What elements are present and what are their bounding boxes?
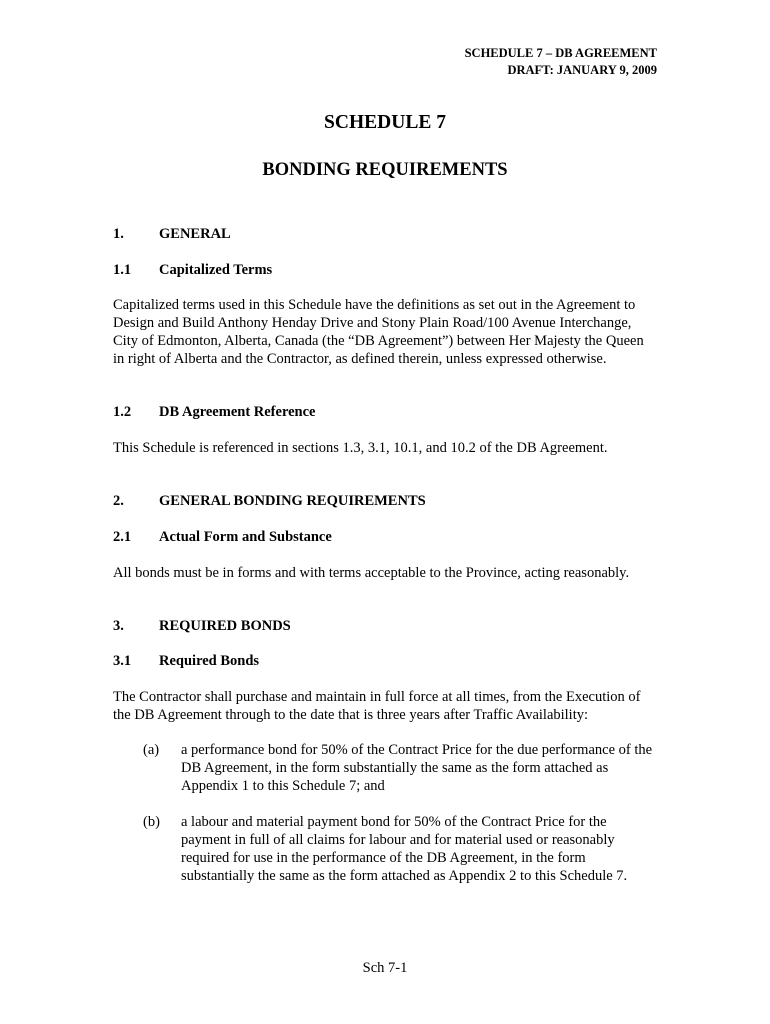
section-label: REQUIRED BONDS: [159, 618, 291, 634]
list-marker: (a): [143, 742, 160, 758]
section-number: 3.1: [113, 653, 132, 669]
section-1-2-paragraph: This Schedule is referenced in sections 1.3, 3.1, 10.1, and 10.2 of the DB Agreement.: [113, 440, 608, 456]
section-1-1-paragraph: Capitalized terms used in this Schedule have the definitions as set out in the Agreement to Design and Build Anthony Henday Drive and Stony Plain Road/100 Avenue Interchange, City of Edmonton, Alberta, Canada (the “DB Agreement”) between Her Majesty the Queen in right of Alberta and the Contractor, as defined therein, unless expressed otherwise.: [113, 297, 644, 367]
section-number: 3.: [113, 618, 124, 634]
section-label: DB Agreement Reference: [159, 404, 316, 420]
page-number: Sch 7-1: [362, 960, 408, 976]
section-label: Required Bonds: [159, 653, 260, 669]
header-line-2: DRAFT: JANUARY 9, 2009: [507, 63, 657, 77]
document-subtitle: BONDING REQUIREMENTS: [262, 160, 508, 180]
section-1-heading: [113, 226, 231, 243]
list-marker: (b): [143, 814, 160, 830]
section-label: Actual Form and Substance: [159, 529, 332, 545]
section-number: 2.: [113, 493, 124, 509]
list-item-text: a performance bond for 50% of the Contract Price for the due performance of the DB Agreement, in the form substantially the same as the form attached as Appendix 1 to this Schedule 7; and: [181, 742, 653, 794]
section-3-1-heading: [113, 653, 259, 670]
running-header: [465, 45, 657, 79]
section-3-heading: [113, 618, 291, 635]
section-1-1-heading: [113, 262, 272, 279]
header-line-1: SCHEDULE 7 – DB AGREEMENT: [464, 46, 657, 60]
section-label: GENERAL: [159, 226, 231, 242]
section-3-1-paragraph: The Contractor shall purchase and maintain in full force at all times, from the Execution of the DB Agreement through to the date that is three years after Traffic Availability:: [113, 689, 641, 723]
document-title: SCHEDULE 7: [324, 112, 446, 133]
section-number: 1.: [113, 226, 124, 242]
section-number: 2.1: [113, 529, 132, 545]
section-2-1-heading: [113, 529, 332, 546]
section-2-heading: [113, 493, 426, 510]
section-1-2-heading: [113, 404, 315, 421]
list-item-text: a labour and material payment bond for 50% of the Contract Price for the payment in full of all claims for labour and for material used or reasonably required for use in the performance of the DB Agreement, in the form substantially the same as the form attached as Appendix 2 to this Schedule 7.: [181, 814, 628, 884]
section-label: Capitalized Terms: [159, 262, 273, 278]
section-number: 1.1: [113, 262, 132, 278]
section-label: GENERAL BONDING REQUIREMENTS: [159, 493, 426, 509]
section-2-1-paragraph: All bonds must be in forms and with terms acceptable to the Province, acting reasonably.: [113, 565, 630, 581]
section-number: 1.2: [113, 404, 132, 420]
